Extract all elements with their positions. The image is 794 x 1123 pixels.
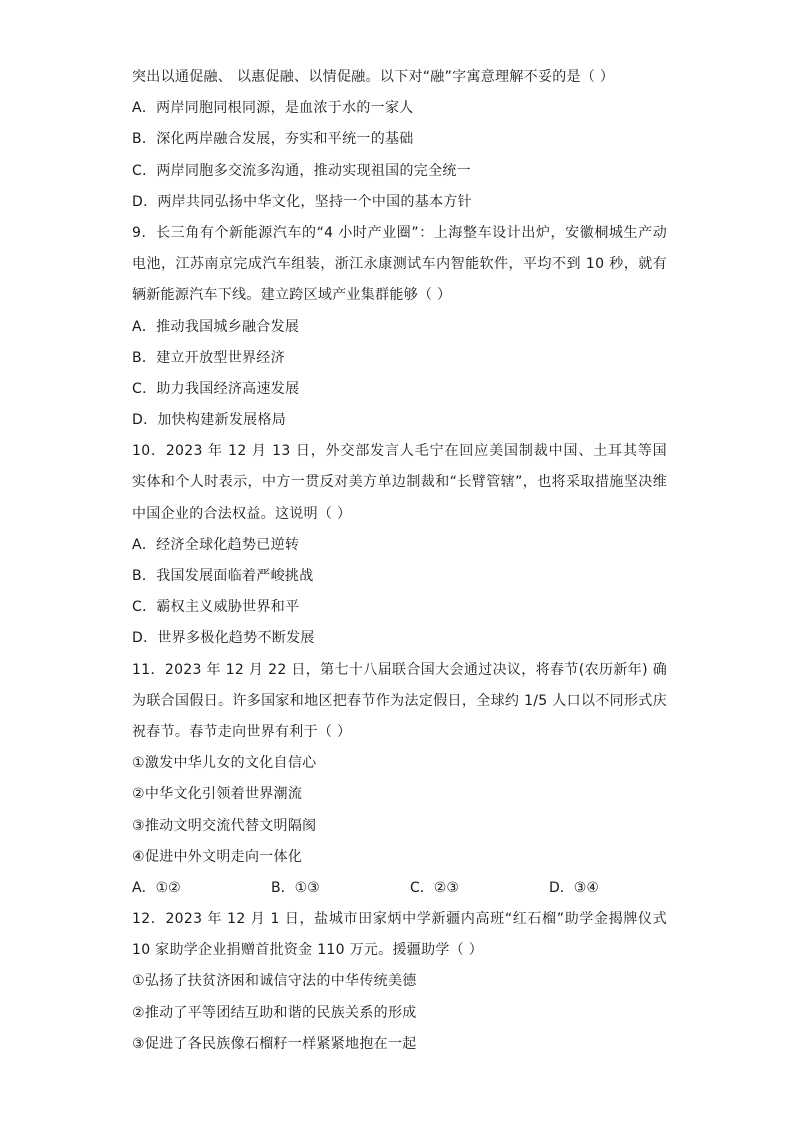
q12-item-2: ②推动了平等团结互助和谐的民族关系的形成 (132, 1004, 417, 1021)
q8-stem-end: 突出以通促融、 以惠促融、以情促融。以下对“融”字寓意理解不妥的是（ ） (132, 69, 615, 85)
q9-option-a: A．推动我国城乡融合发展 (132, 318, 300, 335)
q8-option-a: A．两岸同胞同根同源，是血浓于水的一家人 (132, 100, 414, 117)
q10-option-b: B．我国发展面临着严峻挑战 (132, 568, 314, 584)
q8-option-b: B．深化两岸融合发展，夯实和平统一的基础 (132, 131, 414, 148)
q8-option-c: C．两岸同胞多交流多沟通，推动实现祖国的完全统一 (132, 162, 471, 179)
q11-item-3: ③推动文明交流代替文明隔阂 (132, 817, 317, 834)
q11-choice-b: B．①③ (271, 879, 320, 896)
q11-stem-line-3: 祝春节。春节走向世界有利于（ ） (132, 723, 352, 740)
q10-option-c: C．霸权主义威胁世界和平 (132, 599, 300, 616)
q9-option-b: B．建立开放型世界经济 (132, 349, 285, 366)
q9-stem-line-2: 电池，江苏南京完成汽车组装，浙江永康测试车内智能软件，平均不到 10 秒，就有 (132, 256, 667, 273)
q11-item-2: ②中华文化引领着世界潮流 (132, 786, 303, 803)
q10-stem-line-1: 10．2023 年 12 月 13 日，外交部发言人毛宁在回应美国制裁中国、土耳其等国 (132, 443, 667, 460)
exam-content (132, 62, 667, 1060)
q11-choice-c: C．②③ (410, 879, 459, 896)
q10-stem-line-3: 中国企业的合法权益。这说明（ ） (132, 505, 352, 522)
q9-stem-line-1: 9．长三角有个新能源汽车的“4 小时产业圈”：上海整车设计出炉，安徽桐城生产动 (132, 224, 667, 241)
q12-item-3: ③促进了各民族像石榴籽一样紧紧地抱在一起 (132, 1035, 417, 1052)
q11-stem-line-2: 为联合国假日。许多国家和地区把春节作为法定假日，全球约 1/5 人口以不同形式庆 (132, 692, 667, 709)
q11-choices (132, 873, 667, 904)
q10-option-a: A．经济全球化趋势已逆转 (132, 536, 300, 553)
q11-choice-a: A．①② (132, 879, 181, 896)
q10-option-d: D．世界多极化趋势不断发展 (132, 630, 315, 647)
q11-stem-line-1: 11．2023 年 12 月 22 日，第七十八届联合国大会通过决议，将春节(农历新年) 确 (132, 661, 667, 678)
q9-stem-line-3: 辆新能源汽车下线。建立跨区域产业集群能够（ ） (132, 287, 452, 304)
q11-choice-d: D．③④ (549, 879, 599, 896)
q9-option-d: D．加快构建新发展格局 (132, 412, 287, 429)
q12-stem-line-1: 12．2023 年 12 月 1 日，盐城市田家炳中学新疆内高班“红石榴”助学金揭牌仪式 (132, 911, 667, 928)
q10-stem-line-2: 实体和个人时表示，中方一贯反对美方单边制裁和“长臂管辖”，也将采取措施坚决维 (132, 474, 667, 491)
q12-item-1: ①弘扬了扶贫济困和诚信守法的中华传统美德 (132, 973, 417, 990)
q11-item-1: ①激发中华儿女的文化自信心 (132, 755, 317, 772)
q12-stem-line-2: 10 家助学企业捐赠首批资金 110 万元。援疆助学（ ） (132, 942, 484, 959)
q9-option-c: C．助力我国经济高速发展 (132, 380, 300, 397)
q8-option-d: D．两岸共同弘扬中华文化，坚持一个中国的基本方针 (132, 193, 472, 210)
q11-item-4: ④促进中外文明走向一体化 (132, 848, 303, 865)
